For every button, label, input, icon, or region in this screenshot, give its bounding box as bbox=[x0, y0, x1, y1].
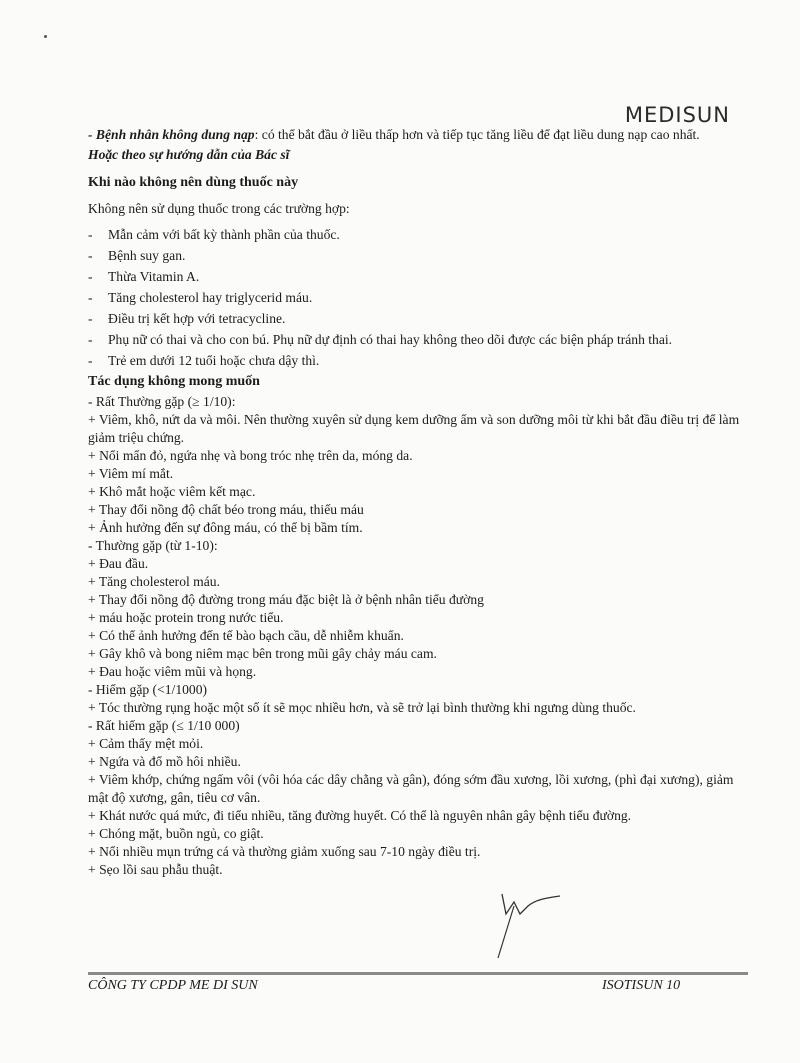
side-effects-heading: Tác dụng không mong muốn bbox=[88, 374, 260, 389]
side-effect-line: + Viêm khớp, chứng ngấm vôi (vôi hóa các dây chằng và gân), đóng sớm đầu xương, lồi xương, (phì đại xương), giảm mật độ xương, gân, tiêu cơ vân. bbox=[88, 772, 734, 805]
intolerant-paragraph bbox=[88, 126, 748, 144]
side-effect-line: + Gây khô và bong niêm mạc bên trong mũi gây chảy máu cam. bbox=[88, 646, 437, 661]
list-item: - Tăng cholesterol hay triglycerid máu. bbox=[88, 290, 313, 305]
footer-product: ISOTISUN 10 bbox=[602, 978, 681, 993]
intolerant-label: - Bệnh nhân không dung nạp bbox=[88, 127, 255, 142]
scan-speck bbox=[44, 35, 47, 38]
footer-company: CÔNG TY CPDP ME DI SUN bbox=[88, 978, 258, 993]
side-effect-line: + Khát nước quá mức, đi tiểu nhiều, tăng đường huyết. Có thể là nguyên nhân gây bệnh tiểu đường. bbox=[88, 808, 632, 823]
side-effect-line: - Thường gặp (từ 1-10): bbox=[88, 538, 218, 553]
when-not-heading: Khi nào không nên dùng thuốc này bbox=[88, 175, 299, 190]
side-effect-line: - Rất Thường gặp (≥ 1/10): bbox=[88, 394, 236, 409]
list-item: - Thừa Vitamin A. bbox=[88, 269, 200, 284]
contraindication-list bbox=[88, 226, 748, 370]
footer-divider bbox=[88, 972, 748, 975]
list-item: - Trẻ em dưới 12 tuổi hoặc chưa dậy thì. bbox=[88, 353, 320, 368]
intolerant-text: : có thể bắt đầu ở liều thấp hơn và tiếp tục tăng liều để đạt liều dung nạp cao nhất. bbox=[254, 127, 700, 142]
medisun-logo: MEDISUN bbox=[624, 103, 730, 127]
side-effect-line: - Rất hiếm gặp (≤ 1/10 000) bbox=[88, 718, 240, 733]
side-effect-line: + Thay đổi nồng độ đường trong máu đặc biệt là ở bệnh nhân tiểu đường bbox=[88, 592, 484, 607]
list-item: - Phụ nữ có thai và cho con bú. Phụ nữ dự định có thai hay không theo dõi được các biện pháp tránh thai. bbox=[88, 332, 673, 347]
side-effect-line: + Chóng mặt, buồn ngủ, co giật. bbox=[88, 826, 264, 841]
side-effects-list bbox=[88, 393, 748, 879]
side-effect-line: + máu hoặc protein trong nước tiểu. bbox=[88, 610, 284, 625]
side-effect-line: + Nổi nhiều mụn trứng cá và thường giảm xuống sau 7-10 ngày điều trị. bbox=[88, 844, 481, 859]
doctor-guidance: Hoặc theo sự hướng dẫn của Bác sĩ bbox=[88, 147, 290, 162]
side-effect-line: + Đau đầu. bbox=[88, 556, 149, 571]
side-effect-line: + Tăng cholesterol máu. bbox=[88, 574, 220, 589]
side-effect-line: + Ngứa và đổ mồ hôi nhiều. bbox=[88, 754, 241, 769]
side-effect-line: + Viêm mí mắt. bbox=[88, 466, 174, 481]
side-effect-line: + Thay đổi nồng độ chất béo trong máu, thiếu máu bbox=[88, 502, 364, 517]
side-effect-line: + Ảnh hưởng đến sự đông máu, có thể bị bầm tím. bbox=[88, 520, 363, 535]
side-effect-line: + Tóc thường rụng hoặc một số ít sẽ mọc nhiều hơn, và sẽ trở lại bình thường khi ngưng dùng thuốc. bbox=[88, 700, 636, 715]
side-effect-line: + Cảm thấy mệt mỏi. bbox=[88, 736, 204, 751]
side-effect-line: + Viêm, khô, nứt da và môi. Nên thường xuyên sử dụng kem dưỡng ẩm và son dưỡng môi từ khi bắt đầu điều trị để làm giảm triệu chứng. bbox=[88, 412, 740, 445]
side-effect-line: + Sẹo lồi sau phẫu thuật. bbox=[88, 862, 223, 877]
handwritten-signature bbox=[480, 880, 570, 960]
when-not-intro: Không nên sử dụng thuốc trong các trường hợp: bbox=[88, 201, 350, 216]
list-item: - Bệnh suy gan. bbox=[88, 248, 186, 263]
side-effect-line: - Hiếm gặp (<1/1000) bbox=[88, 682, 208, 697]
list-item: - Điều trị kết hợp với tetracycline. bbox=[88, 311, 286, 326]
document-body bbox=[88, 126, 748, 879]
side-effect-line: + Đau hoặc viêm mũi và họng. bbox=[88, 664, 257, 679]
side-effect-line: + Khô mắt hoặc viêm kết mạc. bbox=[88, 484, 256, 499]
side-effect-line: + Nổi mẩn đỏ, ngứa nhẹ và bong tróc nhẹ trên da, móng da. bbox=[88, 448, 413, 463]
list-item: - Mẫn cảm với bất kỳ thành phần của thuốc. bbox=[88, 227, 340, 242]
side-effect-line: + Có thể ảnh hưởng đến tế bào bạch cầu, dễ nhiễm khuẩn. bbox=[88, 628, 404, 643]
